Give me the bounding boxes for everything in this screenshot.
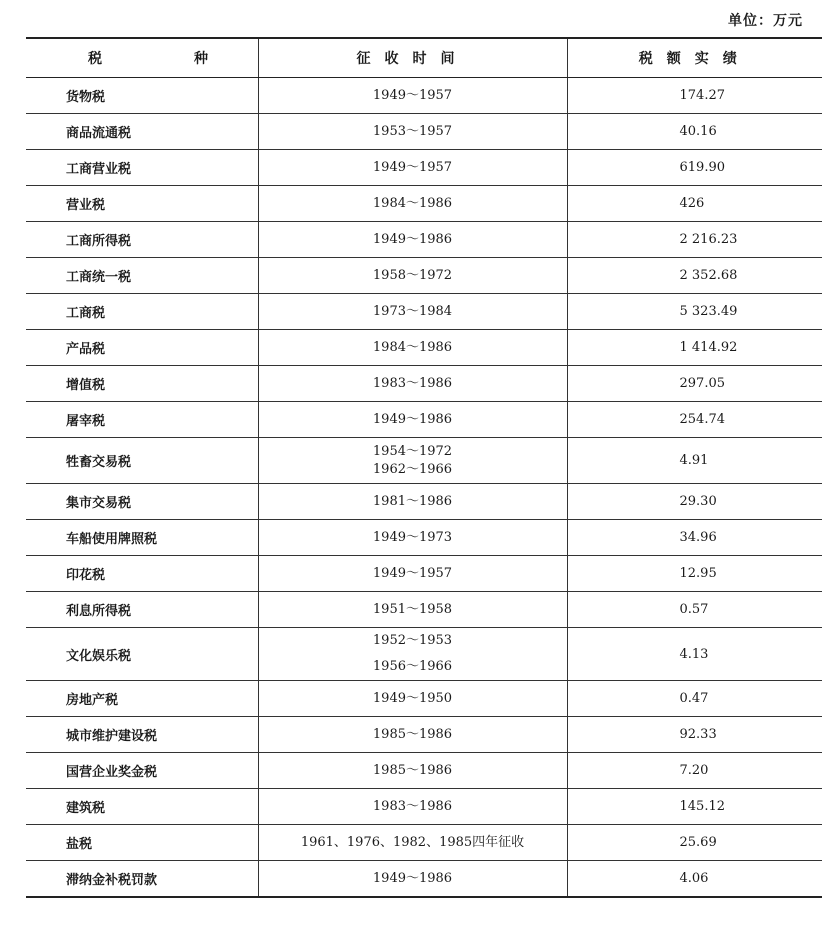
period-text: 1949～1973 xyxy=(372,529,453,545)
table-row xyxy=(26,753,822,789)
table-row xyxy=(26,681,822,717)
tax-name-cell: 城市维护建设税 xyxy=(26,717,258,753)
period-cell xyxy=(258,402,567,438)
period-cell xyxy=(258,717,567,753)
amount-cell: 2 216.23 xyxy=(567,222,822,258)
period-text: 1983～1986 xyxy=(372,798,453,814)
amount-cell: 25.69 xyxy=(567,825,822,861)
period-cell xyxy=(258,186,567,222)
period-cell xyxy=(258,258,567,294)
table-row xyxy=(26,717,822,753)
period-text: 1961、1976、1982、1985四年征收 xyxy=(300,834,525,850)
period-text: 1985～1986 xyxy=(372,726,453,742)
amount-cell: 0.57 xyxy=(567,592,822,628)
amount-cell: 174.27 xyxy=(567,78,822,114)
tax-name-cell: 屠宰税 xyxy=(26,402,258,438)
table-header xyxy=(26,38,822,78)
table-row xyxy=(26,222,822,258)
table-row xyxy=(26,484,822,520)
period-cell xyxy=(258,592,567,628)
amount-cell: 254.74 xyxy=(567,402,822,438)
table-row xyxy=(26,438,822,484)
amount-cell: 40.16 xyxy=(567,114,822,150)
amount-cell: 1 414.92 xyxy=(567,330,822,366)
amount-cell: 4.91 xyxy=(567,438,822,484)
table-row xyxy=(26,294,822,330)
period-text: 1981～1986 xyxy=(372,493,453,509)
amount-cell: 0.47 xyxy=(567,681,822,717)
table-row xyxy=(26,402,822,438)
period-text: 1962～1966 xyxy=(372,461,453,477)
table-row xyxy=(26,114,822,150)
table-body xyxy=(26,78,822,898)
period-cell xyxy=(258,150,567,186)
period-cell xyxy=(258,789,567,825)
period-text: 1973～1984 xyxy=(372,303,453,319)
period-cell xyxy=(258,222,567,258)
period-text: 1984～1986 xyxy=(372,339,453,355)
tax-name-cell: 盐税 xyxy=(26,825,258,861)
header-tax-type-a: 税 xyxy=(88,51,102,67)
header-tax-type-b: 种 xyxy=(194,51,208,67)
table-row xyxy=(26,789,822,825)
header-row xyxy=(26,38,822,78)
period-text: 1984～1986 xyxy=(372,195,453,211)
period-text: 1949～1986 xyxy=(372,411,453,427)
period-cell xyxy=(258,78,567,114)
tax-name-cell: 增值税 xyxy=(26,366,258,402)
table-row xyxy=(26,366,822,402)
tax-name-cell: 工商统一税 xyxy=(26,258,258,294)
period-text: 1953～1957 xyxy=(372,123,453,139)
table-row xyxy=(26,592,822,628)
period-cell xyxy=(258,520,567,556)
amount-cell: 12.95 xyxy=(567,556,822,592)
table-row xyxy=(26,520,822,556)
amount-cell: 619.90 xyxy=(567,150,822,186)
table-row xyxy=(26,330,822,366)
table-row xyxy=(26,150,822,186)
tax-name-cell: 印花税 xyxy=(26,556,258,592)
period-text: 1951～1958 xyxy=(372,601,453,617)
table-row xyxy=(26,825,822,861)
table-row xyxy=(26,628,822,681)
amount-cell: 145.12 xyxy=(567,789,822,825)
period-text: 1952～1953 xyxy=(372,633,453,648)
period-cell xyxy=(258,628,567,681)
tax-table xyxy=(26,37,822,898)
tax-name-cell: 牲畜交易税 xyxy=(26,438,258,484)
period-text: 1949～1957 xyxy=(372,565,453,581)
table-row xyxy=(26,258,822,294)
table-row xyxy=(26,556,822,592)
period-text: 1949～1957 xyxy=(372,87,453,103)
tax-name-cell: 营业税 xyxy=(26,186,258,222)
period-cell xyxy=(258,366,567,402)
amount-cell: 4.06 xyxy=(567,861,822,898)
period-cell xyxy=(258,861,567,898)
period-cell xyxy=(258,484,567,520)
period-text: 1958～1972 xyxy=(372,267,453,283)
header-amount: 税额实绩 xyxy=(567,38,822,78)
period-cell xyxy=(258,825,567,861)
tax-name-cell: 建筑税 xyxy=(26,789,258,825)
amount-cell: 92.33 xyxy=(567,717,822,753)
tax-name-cell: 工商营业税 xyxy=(26,150,258,186)
table-row xyxy=(26,861,822,898)
amount-cell: 2 352.68 xyxy=(567,258,822,294)
period-cell xyxy=(258,438,567,484)
period-text: 1983～1986 xyxy=(372,375,453,391)
period-cell xyxy=(258,330,567,366)
header-tax-type xyxy=(26,38,258,78)
amount-cell: 7.20 xyxy=(567,753,822,789)
period-text: 1949～1986 xyxy=(372,231,453,247)
period-text: 1949～1950 xyxy=(372,690,453,706)
period-cell xyxy=(258,294,567,330)
tax-name-cell: 产品税 xyxy=(26,330,258,366)
header-period: 征收时间 xyxy=(258,38,567,78)
tax-name-cell: 文化娱乐税 xyxy=(26,628,258,681)
tax-name-cell: 国营企业奖金税 xyxy=(26,753,258,789)
period-cell xyxy=(258,753,567,789)
period-text: 1956～1966 xyxy=(372,659,453,674)
amount-cell: 5 323.49 xyxy=(567,294,822,330)
period-cell xyxy=(258,681,567,717)
table-row xyxy=(26,186,822,222)
period-text: 1949～1986 xyxy=(372,870,453,886)
amount-cell: 4.13 xyxy=(567,628,822,681)
amount-cell: 34.96 xyxy=(567,520,822,556)
tax-name-cell: 货物税 xyxy=(26,78,258,114)
period-cell xyxy=(258,556,567,592)
tax-name-cell: 工商所得税 xyxy=(26,222,258,258)
tax-name-cell: 滞纳金补税罚款 xyxy=(26,861,258,898)
period-text: 1949～1957 xyxy=(372,159,453,175)
tax-name-cell: 利息所得税 xyxy=(26,592,258,628)
table-row xyxy=(26,78,822,114)
tax-name-cell: 车船使用牌照税 xyxy=(26,520,258,556)
period-text: 1954～1972 xyxy=(372,443,453,459)
unit-label: 单位：万元 xyxy=(728,13,803,29)
amount-cell: 426 xyxy=(567,186,822,222)
tax-name-cell: 集市交易税 xyxy=(26,484,258,520)
tax-name-cell: 房地产税 xyxy=(26,681,258,717)
period-cell xyxy=(258,114,567,150)
amount-cell: 297.05 xyxy=(567,366,822,402)
period-text: 1985～1986 xyxy=(372,762,453,778)
tax-name-cell: 工商税 xyxy=(26,294,258,330)
tax-name-cell: 商品流通税 xyxy=(26,114,258,150)
amount-cell: 29.30 xyxy=(567,484,822,520)
